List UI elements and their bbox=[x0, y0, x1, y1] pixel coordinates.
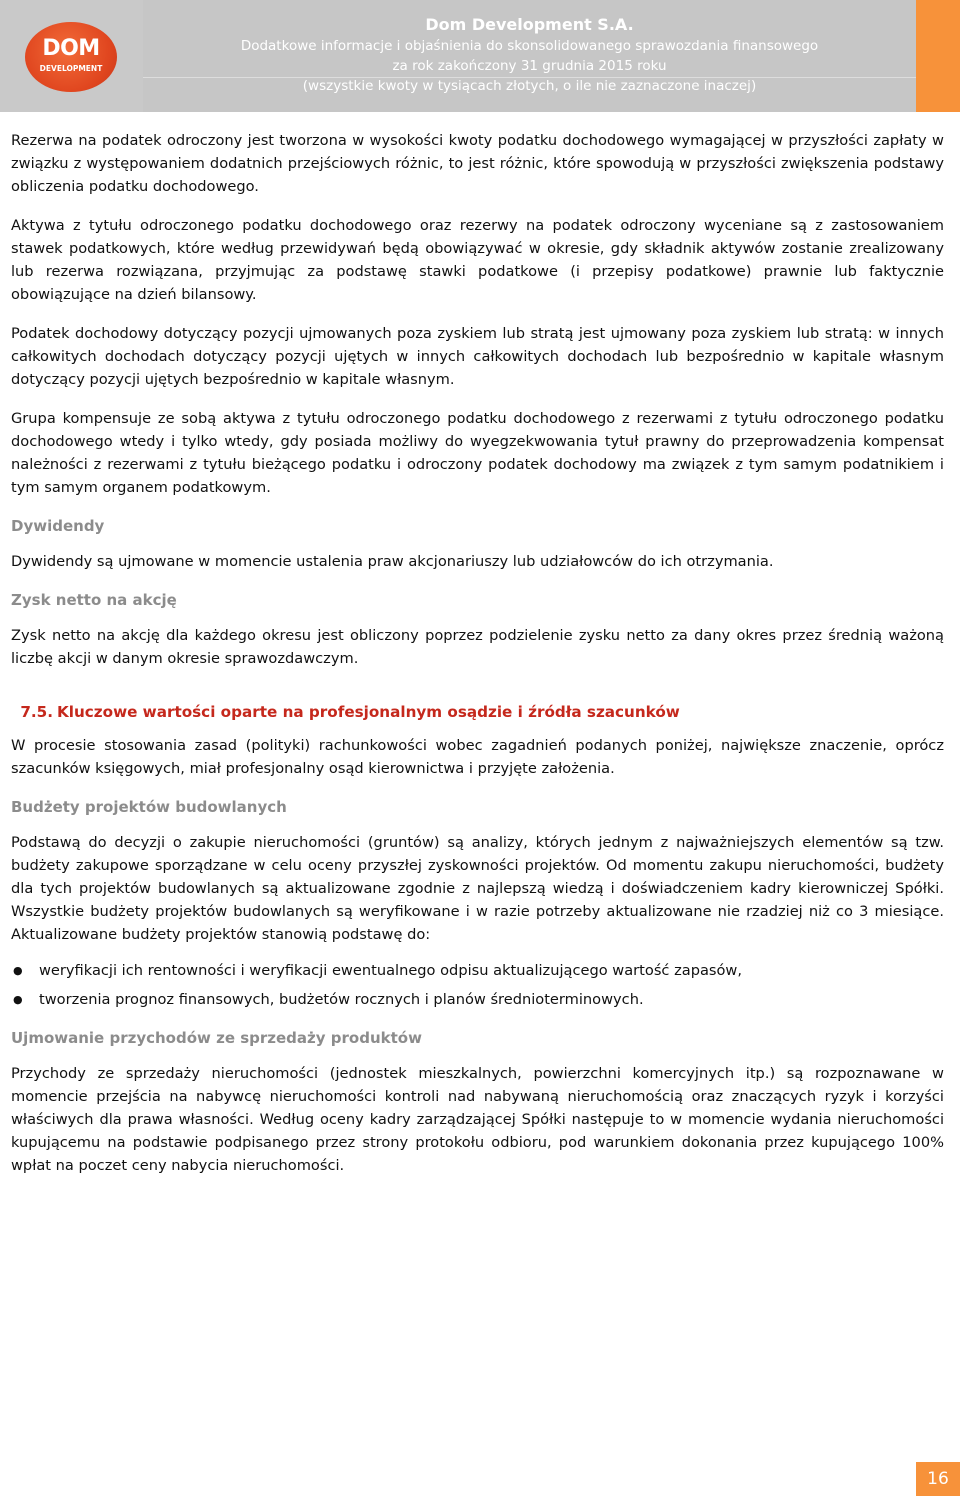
paragraph-tax-offset: Grupa kompensuje ze sobą aktywa z tytułu odroczonego podatku dochodowego z rezerwami z tytułu odroczonego podatku dochodowego wtedy i tylko wtedy, gdy posiada możliwy do wyegzekwowania tytuł prawny do przeprowadzenia kompensat należności z rezerwami z tytułu bieżącego podatku i odroczony podatek dochodowy ma związek z tym samym podatnikiem i tym samym organem podatkowym. bbox=[11, 410, 944, 496]
heading-dividends: Dywidendy bbox=[11, 517, 105, 535]
page-header bbox=[0, 0, 960, 112]
logo-circle bbox=[25, 22, 117, 92]
paragraph-deferred-tax-assets: Aktywa z tytułu odroczonego podatku dochodowego oraz rezerwy na podatek odroczony wyceniane są z zastosowaniem stawek podatkowych, które według przewidywań będą obowiązywać w okresie, gdy składnik aktywów zostanie zrealizowany lub rezerwa rozwiązana, przyjmując za podstawę stawki podatkowe (i przepisy podatkowe) prawnie lub faktycznie obowiązujące na dzień bilansowy. bbox=[11, 217, 944, 303]
header-accent-bar bbox=[916, 0, 960, 112]
list-item bbox=[11, 988, 944, 1011]
section-title: Kluczowe wartości oparte na profesjonalnym osądzie i źródła szacunków bbox=[57, 703, 680, 721]
list-item-text: weryfikacji ich rentowności i weryfikacji ewentualnego odpisu aktualizującego wartość zapasów, bbox=[39, 962, 743, 979]
header-line-3: (wszystkie kwoty w tysiącach złotych, o ile nie zaznaczone inaczej) bbox=[302, 78, 757, 94]
list-item bbox=[11, 959, 944, 982]
paragraph-deferred-tax-reserve: Rezerwa na podatek odroczony jest tworzona w wysokości kwoty podatku dochodowego wymagającej w przyszłości zapłaty w związku z występowaniem dodatnich przejściowych różnic, to jest różnic, które spowodują w przyszłości zwiększenia podstawy obliczenia podatku dochodowego. bbox=[11, 132, 944, 195]
heading-budgets: Budżety projektów budowlanych bbox=[11, 798, 287, 816]
logo-subtext: DEVELOPMENT bbox=[39, 64, 103, 73]
paragraph-eps: Zysk netto na akcję dla każdego okresu jest obliczony poprzez podzielenie zysku netto za dany okres przez średnią ważoną liczbę akcji w danym okresie sprawozdawczym. bbox=[11, 627, 944, 667]
header-line-1: Dodatkowe informacje i objaśnienia do skonsolidowanego sprawozdania finansowego bbox=[240, 38, 819, 54]
logo-text: DOM bbox=[42, 36, 100, 61]
section-number: 7.5. bbox=[20, 703, 53, 721]
paragraph-budgets: Podstawą do decyzji o zakupie nieruchomości (gruntów) są analizy, których jednym z najważniejszych elementów są tzw. budżety zakupowe sporządzane w celu oceny przyszłej zyskowności projektów. Od momentu zakupu nieruchomości, budżety dla tych projektów budowlanych są aktualizowane zgodnie z najlepszą wiedzą i doświadczeniem kadry kierowniczej Spółki. Wszystkie budżety projektów budowlanych są weryfikowane i w razie potrzeby aktualizowane nie rzadziej niż co 3 miesiące. Aktualizowane budżety projektów stanowią podstawę do: bbox=[11, 834, 944, 943]
paragraph-dividends: Dywidendy są ujmowane w momencie ustalenia praw akcjonariuszy lub udziałowców do ich otrzymania. bbox=[11, 553, 774, 570]
document-body bbox=[11, 129, 944, 1177]
paragraph-section-intro: W procesie stosowania zasad (polityki) rachunkowości wobec zagadnień podanych poniżej, największe znaczenie, oprócz szacunków księgowych, miał profesjonalny osąd kierownictwa i przyjęte założenia. bbox=[11, 737, 944, 777]
company-logo bbox=[0, 0, 143, 112]
header-line-2: za rok zakończony 31 grudnia 2015 roku bbox=[392, 58, 667, 74]
budgets-bullet-list bbox=[11, 959, 944, 1011]
paragraph-income-tax: Podatek dochodowy dotyczący pozycji ujmowanych poza zyskiem lub stratą jest ujmowany poza zyskiem lub stratą: w innych całkowitych dochodach dotyczący pozycji ujętych w innych całkowitych dochodach lub bezpośrednio w kapitale własnym dotyczący pozycji ujętych bezpośrednio w kapitale własnym. bbox=[11, 325, 944, 388]
section-heading bbox=[11, 701, 944, 724]
list-item-text: tworzenia prognoz finansowych, budżetów rocznych i planów średnioterminowych. bbox=[39, 991, 644, 1008]
bullet-dot-icon: ● bbox=[13, 993, 23, 1006]
header-text bbox=[143, 14, 916, 96]
paragraph-revenue: Przychody ze sprzedaży nieruchomości (jednostek mieszkalnych, powierzchni komercyjnych itp.) są rozpoznawane w momencie przejścia na nabywcę nieruchomości kontroli nad nabywaną nieruchomością oraz znaczących ryzyk i korzyści właściwych dla prawa własności. Według oceny kadry zarządzającej Spółki następuje to w momencie wydania nieruchomości kupującemu na podstawie podpisanego przez strony protokołu odbioru, pod warunkiem dokonania przez kupującego 100% wpłat na poczet ceny nabycia nieruchomości. bbox=[11, 1065, 944, 1174]
bullet-dot-icon: ● bbox=[13, 964, 23, 977]
heading-revenue: Ujmowanie przychodów ze sprzedaży produktów bbox=[11, 1029, 422, 1047]
page-number: 16 bbox=[916, 1462, 960, 1496]
company-name: Dom Development S.A. bbox=[425, 15, 634, 34]
heading-eps: Zysk netto na akcję bbox=[11, 591, 177, 609]
